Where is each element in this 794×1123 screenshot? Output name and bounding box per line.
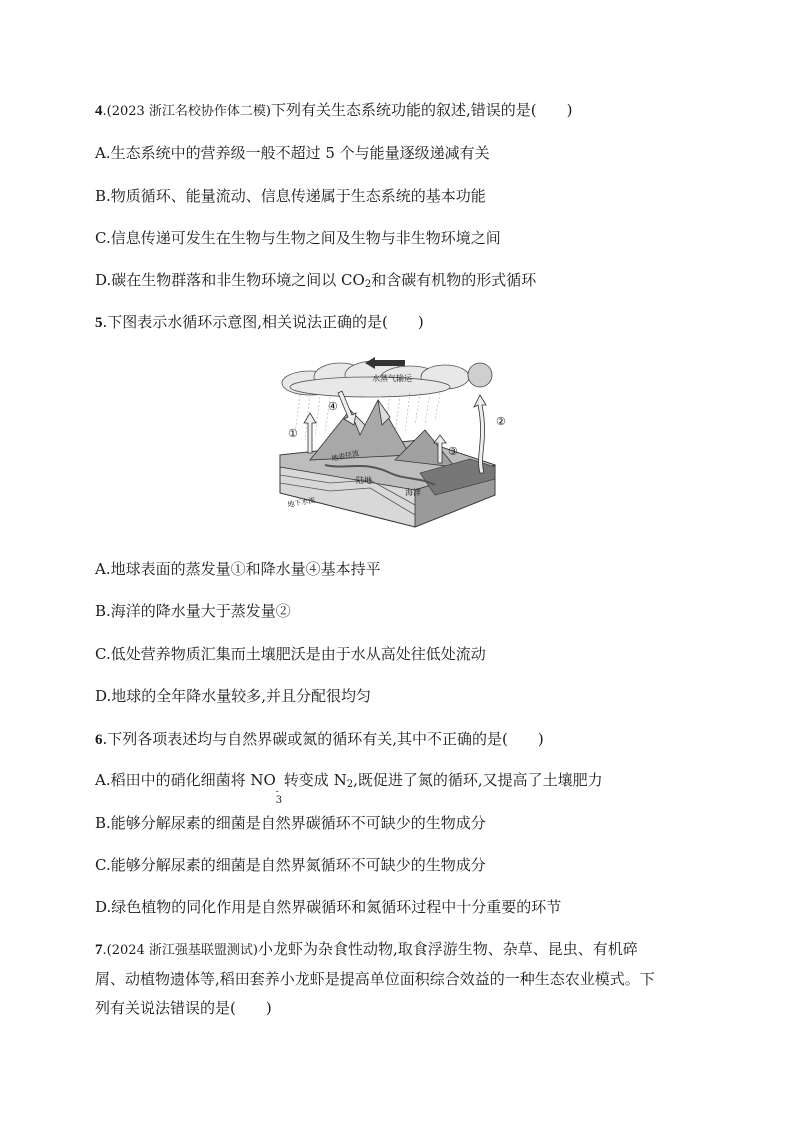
ocean-label: 海洋 bbox=[405, 488, 421, 497]
ground-label: 地下水流 bbox=[286, 496, 316, 509]
q5-option-b: B.海洋的降水量大于蒸发量② bbox=[95, 602, 291, 620]
runoff-label: 地表径流 bbox=[330, 449, 360, 463]
q6-option-c: C.能够分解尿素的细菌是自然界氮循环不可缺少的生物成分 bbox=[95, 856, 486, 874]
q5-option-c: C.低处营养物质汇集而土壤肥沃是由于水从高处往低处流动 bbox=[95, 645, 486, 663]
q4-stem-text: 下列有关生态系统功能的叙述,错误的是( ) bbox=[271, 101, 573, 119]
water-cycle-diagram bbox=[270, 355, 506, 527]
q6-number: 6 bbox=[95, 732, 103, 748]
q4-option-b: B.物质循环、能量流动、信息传递属于生态系统的基本功能 bbox=[95, 187, 486, 205]
marker-3: ③ bbox=[448, 445, 458, 458]
q6-option-d: D.绿色植物的同化作用是自然界碳循环和氮循环过程中十分重要的环节 bbox=[95, 898, 562, 916]
q5-stem bbox=[95, 312, 424, 333]
evaporation-arrow-icon bbox=[304, 413, 316, 453]
q4-stem bbox=[95, 100, 572, 122]
marker-4: ④ bbox=[328, 400, 338, 413]
marker-1: ① bbox=[288, 427, 298, 440]
vapor-label: 水蒸气输运 bbox=[372, 374, 412, 383]
q5-option-d: D.地球的全年降水量较多,并且分配很均匀 bbox=[95, 687, 372, 705]
q4-source: .(2023 浙江名校协作体二模) bbox=[102, 104, 271, 119]
q7-stem-line3: 列有关说法错误的是( ) bbox=[95, 999, 272, 1017]
q4-option-c: C.信息传递可发生在生物与生物之间及生物与非生物环境之间 bbox=[95, 229, 501, 247]
marker-2: ② bbox=[496, 415, 506, 428]
q6-option-a: A.稻田中的硝化细菌将 NO - 3 转变成 $N_2$,既促进了氮的循环,又提高了土壤肥力 bbox=[95, 771, 603, 806]
q7-number: 7 bbox=[95, 942, 103, 958]
q5-option-a: A.地球表面的蒸发量①和降水量④基本持平 bbox=[95, 560, 381, 578]
q6-stem-text: .下列各项表述均与自然界碳或氮的循环有关,其中不正确的是( ) bbox=[102, 730, 544, 748]
q5-number: 5 bbox=[95, 315, 103, 331]
q4-option-d: D.碳在生物群落和非生物环境之间以 $CO_2$和含碳有机物的形式循环 bbox=[95, 271, 537, 290]
sun-graphic bbox=[468, 363, 492, 387]
q5-stem-text: .下图表示水循环示意图,相关说法正确的是( ) bbox=[102, 313, 424, 331]
q4-option-a: A.生态系统中的营养级一般不超过 5 个与能量逐级递减有关 bbox=[95, 144, 490, 162]
q7-source: .(2024 浙江强基联盟测试) bbox=[102, 943, 258, 958]
land-label: 陆地 bbox=[356, 476, 372, 485]
q4-number: 4 bbox=[95, 103, 103, 119]
q7-stem-line2: 屑、动植物遗体等,稻田套养小龙虾是提高单位面积综合效益的一种生态农业模式。下 bbox=[95, 970, 655, 988]
q6-option-b: B.能够分解尿素的细菌是自然界碳循环不可缺少的生物成分 bbox=[95, 814, 486, 832]
q6-stem bbox=[95, 729, 544, 750]
q7-stem-line1: 7.(2024 浙江强基联盟测试)小龙虾为杂食性动物,取食浮游生物、杂草、昆虫、有机碎 bbox=[95, 940, 638, 958]
